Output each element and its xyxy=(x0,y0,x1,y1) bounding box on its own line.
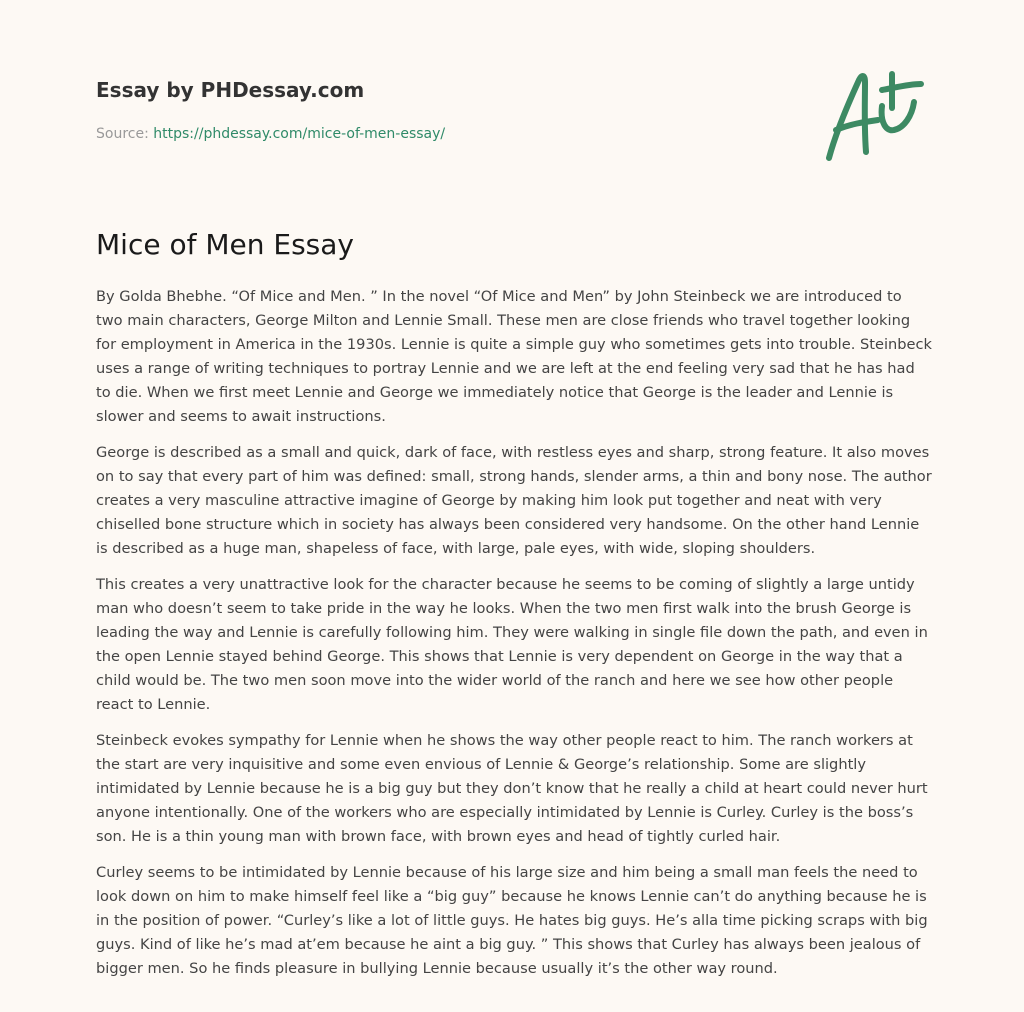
essay-title: Mice of Men Essay xyxy=(96,228,354,261)
essay-paragraph: By Golda Bhebhe. “Of Mice and Men. ” In the novel “Of Mice and Men” by John Steinbeck we are introduced to two main characters, George Milton and Lennie Small. These men are close friends who travel together looking for employment in America in the 1930s. Lennie is quite a simple guy who sometimes gets into trouble. Steinbeck uses a range of writing techniques to portray Lennie and we are left at the end feeling very sad that he has had to die. When we first meet Lennie and George we immediately notice that George is the leader and Lennie is slower and seems to await instructions. xyxy=(96,288,932,425)
essay-paragraph: Curley seems to be intimidated by Lennie because of his large size and him being a small man feels the need to look down on him to make himself feel like a “big guy” because he knows Lennie can’t do anything because he is in the position of power. “Curley’s like a lot of little guys. He hates big guys. He’s alla time picking scraps with big guys. Kind of like he’s mad at’em because he aint a big guy. ” This shows that Curley has always been jealous of bigger men. So he finds pleasure in bullying Lennie because usually it’s the other way round. xyxy=(96,864,928,977)
site-brand: Essay by PHDessay.com xyxy=(96,78,365,102)
a-plus-logo-graphic xyxy=(820,66,930,166)
a-plus-grade-icon xyxy=(820,66,930,166)
source-label: Source: xyxy=(96,126,149,142)
page-header xyxy=(96,76,796,144)
source-line xyxy=(96,124,796,144)
essay-paragraph: Steinbeck evokes sympathy for Lennie when he shows the way other people react to him. The ranch workers at the start are very inquisitive and some even envious of Lennie & George’s relationship. Some are slightly intimidated by Lennie because he is a big guy but they don’t know that he really a child at heart could never hurt anyone intentionally. One of the workers who are especially intimidated by Lennie is Curley. Curley is the boss’s son. He is a thin young man with brown face, with brown eyes and head of tightly curled hair. xyxy=(96,732,928,845)
essay-body xyxy=(96,285,932,993)
essay-paragraph: This creates a very unattractive look for the character because he seems to be coming of slightly a large untidy man who doesn’t seem to take pride in the way he looks. When the two men first walk into the brush George is leading the way and Lennie is carefully following him. They were walking in single file down the path, and even in the open Lennie stayed behind George. This shows that Lennie is very dependent on George in the way that a child would be. The two men soon move into the wider world of the ranch and here we see how other people react to Lennie. xyxy=(96,576,928,713)
essay-paragraph: George is described as a small and quick, dark of face, with restless eyes and sharp, strong feature. It also moves on to say that every part of him was defined: small, strong hands, slender arms, a thin and bony nose. The author creates a very masculine attractive imagine of George by making him look put together and neat with very chiselled bone structure which in society has always been considered very handsome. On the other hand Lennie is described as a huge man, shapeless of face, with large, pale eyes, with wide, sloping shoulders. xyxy=(96,444,932,557)
source-link[interactable]: https://phdessay.com/mice-of-men-essay/ xyxy=(153,126,446,142)
